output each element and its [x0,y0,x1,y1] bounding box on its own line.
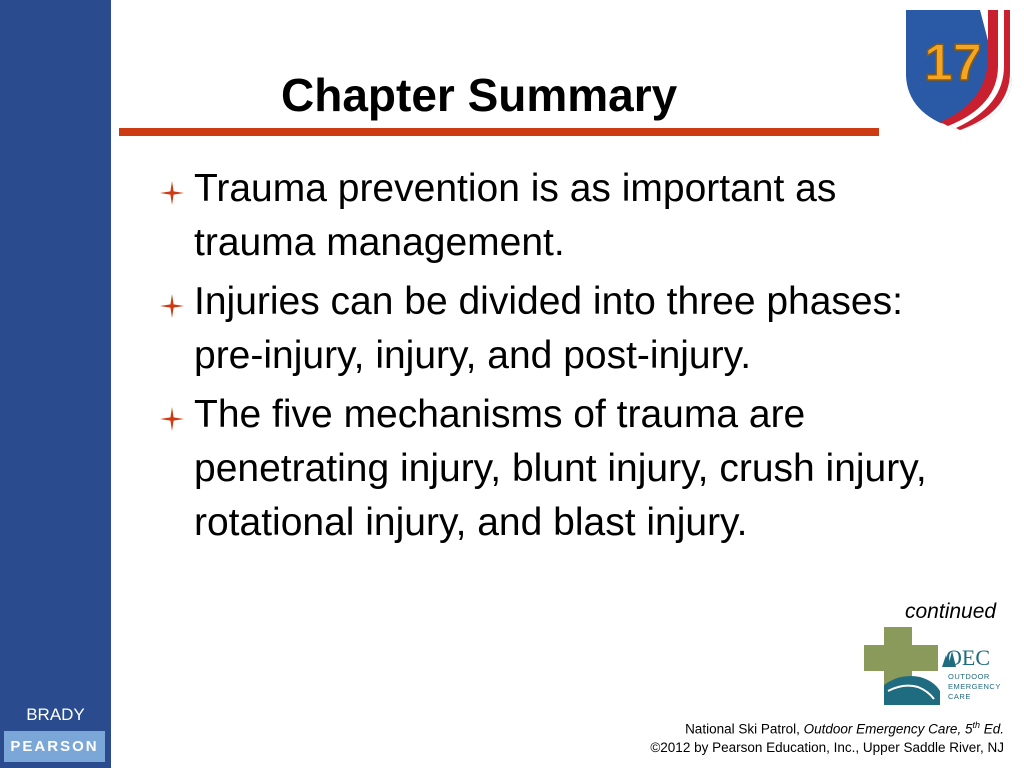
bullet-star-icon [158,405,186,433]
svg-text:EMERGENCY: EMERGENCY [948,682,1001,691]
bullet-list [158,162,958,555]
svg-text:OUTDOOR: OUTDOOR [948,672,990,681]
oec-logo [860,625,1005,710]
slide-title: Chapter Summary [281,69,678,121]
bullet-text: Injuries can be divided into three phases: pre-injury, injury, and post-injury. [194,280,903,377]
continued-note: continued [905,600,997,623]
svg-text:17: 17 [924,34,982,92]
bullet-star-icon [158,179,186,207]
bullet-text: The five mechanisms of trauma are penetrating injury, blunt injury, crush injury, rotational injury, and blast injury. [194,393,927,544]
bullet-star-icon [158,292,186,320]
svg-text:OEC: OEC [946,645,990,670]
brady-label: BRADY [26,705,85,724]
bullet-item [158,162,958,270]
footer-book-title: Outdoor Emergency Care, 5 [803,721,973,737]
chapter-badge [900,6,1020,134]
bullet-text: Trauma prevention is as important as trauma management. [194,167,837,264]
footer-publisher: National Ski Patrol, [685,721,804,737]
sidebar [0,0,111,768]
footer-edition-sup: th [972,720,980,730]
pearson-logo: PEARSON [4,731,105,762]
svg-text:CARE: CARE [948,692,971,701]
bullet-item [158,388,958,550]
footer-credit [650,716,1004,757]
footer-line-2: ©2012 by Pearson Education, Inc., Upper Saddle River, NJ [650,739,1004,755]
footer-line-1 [650,716,1004,739]
footer-edition: Ed. [979,721,1004,737]
title-underline [119,128,879,136]
bullet-item [158,275,958,383]
